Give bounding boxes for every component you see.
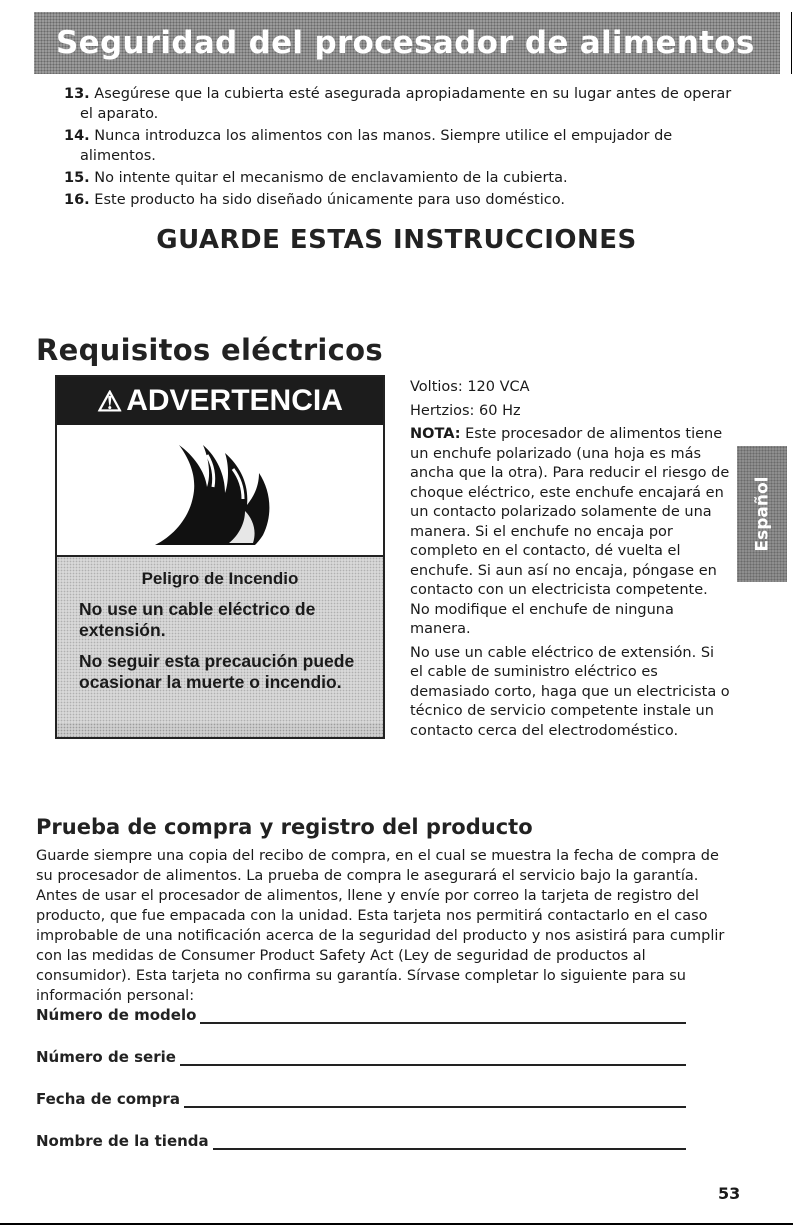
list-item	[64, 84, 744, 124]
date-blank	[184, 1090, 686, 1108]
item-text: Nunca introduzca los alimentos con las manos. Siempre utilice el empujador de	[94, 128, 673, 144]
margin-rule	[791, 12, 792, 74]
item-number: 16.	[64, 192, 90, 208]
item-number: 15.	[64, 170, 90, 186]
language-tab	[737, 446, 787, 582]
warning-box	[55, 375, 385, 739]
note-paragraph	[410, 425, 730, 640]
note-text: Este procesador de alimentos tiene un enchufe polarizado (una hoja es más ancha que la otra). Para reducir el riesgo de choque eléctrico, este enchufe encajará en un contacto polarizado solamente de una manera. Si el enchufe no encaja por completo en el contacto, dé vuelta el enchufe. Si aun así no encaja, póngase en contacto con un electricista competente. No modifique el enchufe de ninguna manera.	[410, 426, 730, 637]
item-number: 13.	[64, 86, 90, 102]
electrical-details	[410, 378, 730, 741]
note-label: NOTA:	[410, 426, 461, 442]
model-field	[36, 1002, 686, 1024]
proof-paragraph: Guarde siempre una copia del recibo de compra, en el cual se muestra la fecha de compra de su procesador de alimentos. La prueba de compra le asegurará el servicio bajo la garantía. Antes de usar el procesador de alimentos, llene y envíe por correo la tarjeta de registro del producto, que fue empacada con la unidad. Esta tarjeta nos permitirá contactarlo en el caso improbable de una notificación acerca de la seguridad del producto y nos asistirá para cumplir con las medidas de Consumer Product Safety Act (Ley de seguridad de productos al consumidor). Esta tarjeta no confirma su garantía. Sírvase completar lo siguiente para su información personal:	[36, 848, 725, 1004]
voltage-spec: Voltios: 120 VCA	[410, 379, 530, 395]
safety-list	[64, 84, 744, 212]
warning-line-1: No use un cable eléctrico de extensión.	[79, 599, 316, 640]
item-text: No intente quitar el mecanismo de enclavamiento de la cubierta.	[94, 170, 568, 186]
store-blank	[213, 1132, 686, 1150]
fire-zone	[57, 425, 383, 557]
warning-line-2: No seguir esta precaución puede ocasionar la muerte o incendio.	[79, 651, 355, 692]
list-item	[64, 190, 744, 210]
model-label: Número de modelo	[36, 1006, 197, 1024]
page-number: 53	[718, 1184, 741, 1203]
electrical-heading: Requisitos eléctricos	[36, 333, 383, 367]
fire-icon	[57, 425, 383, 553]
date-label: Fecha de compra	[36, 1090, 180, 1108]
page-title: Seguridad del procesador de alimentos	[56, 25, 755, 61]
warning-triangle-icon: ⚠	[97, 385, 123, 417]
warning-header	[57, 377, 383, 425]
save-instructions-heading: GUARDE ESTAS INSTRUCCIONES	[156, 225, 637, 255]
serial-blank	[180, 1048, 686, 1066]
date-field	[36, 1086, 686, 1108]
warning-text-zone	[57, 557, 383, 723]
model-blank	[200, 1006, 686, 1024]
frequency-spec: Hertzios: 60 Hz	[410, 402, 521, 419]
item-text: Asegúrese que la cubierta esté asegurada apropiadamente en su lugar antes de operar	[94, 86, 732, 102]
item-text: Este producto ha sido diseñado únicamente para uso doméstico.	[94, 192, 565, 208]
language-tab-label: Español	[752, 476, 773, 552]
extension-paragraph: No use un cable eléctrico de extensión. Si el cable de suministro eléctrico es demasiado corto, haga que un electricista o técnico de servicio competente instale un contacto cerca del electrodoméstico.	[410, 644, 730, 739]
serial-field	[36, 1044, 686, 1066]
item-text-cont: alimentos.	[80, 148, 156, 164]
store-field	[36, 1128, 686, 1150]
list-item	[64, 168, 744, 188]
warning-title: ADVERTENCIA	[126, 384, 343, 417]
warning-footer-band	[57, 723, 383, 737]
item-number: 14.	[64, 128, 90, 144]
store-label: Nombre de la tienda	[36, 1132, 209, 1150]
item-text-cont: el aparato.	[80, 106, 159, 122]
serial-label: Número de serie	[36, 1048, 176, 1066]
list-item	[64, 126, 744, 166]
hazard-label: Peligro de Incendio	[141, 569, 299, 588]
proof-heading: Prueba de compra y registro del producto	[36, 815, 533, 839]
